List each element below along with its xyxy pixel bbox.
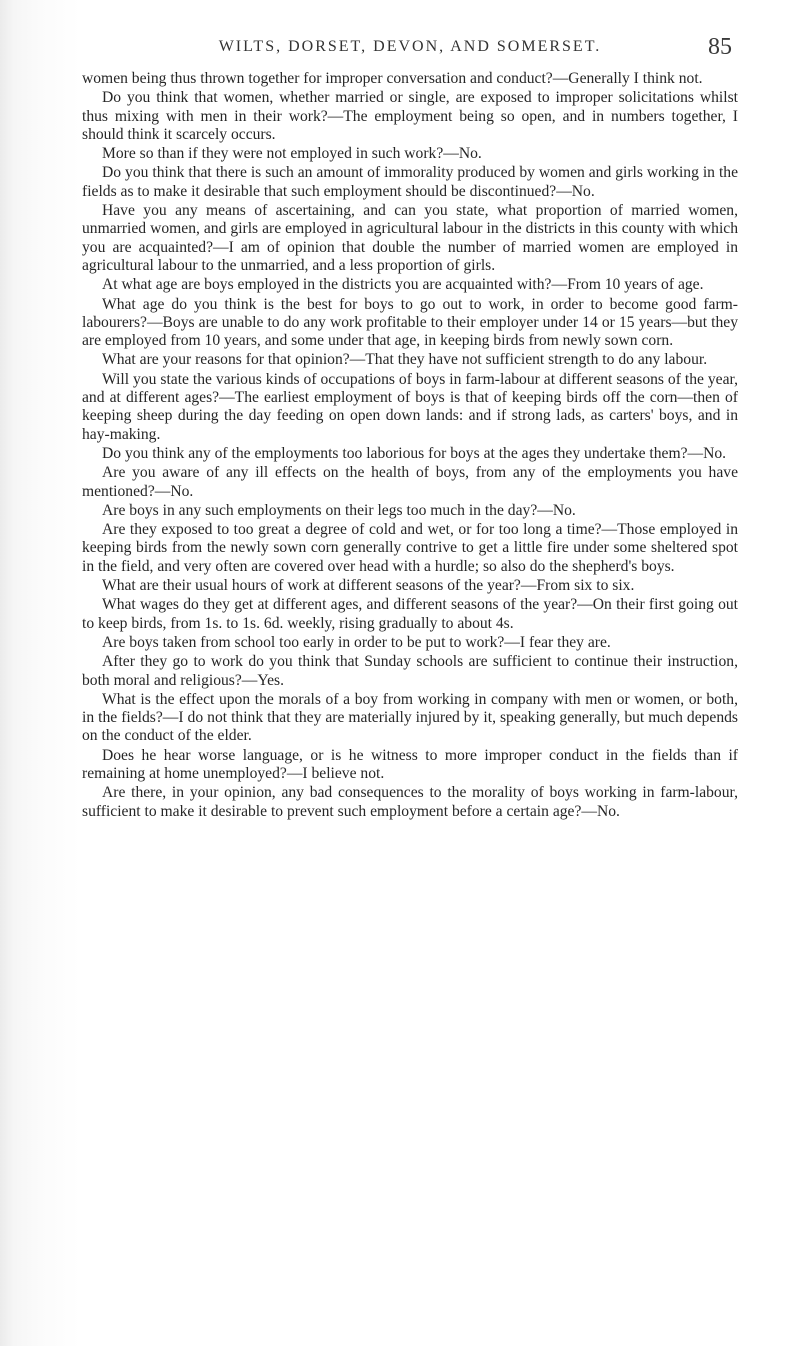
paragraph: Do you think any of the employments too laborious for boys at the ages they undertake them?—No. <box>102 444 727 462</box>
running-head-title: WILTS, DORSET, DEVON, AND SOMERSET. <box>218 38 602 55</box>
paragraph: Do you think that women, whether married or single, are exposed to improper solicitations whilst thus mixing with men in their work?—The employment being so open, and in numbers together, I should think it scarcely occurs. <box>82 89 738 143</box>
paragraph: What is the effect upon the morals of a boy from working in company with men or women, or both, in the fields?—I do not think that they are materially injured by it, speaking generally, but much depends on the conduct of the elder. <box>82 690 738 745</box>
paragraph: After they go to work do you think that Sunday schools are sufficient to continue their instruction, both moral and religious?—Yes. <box>82 653 738 689</box>
paragraph: At what age are boys employed in the districts you are acquainted with?—From 10 years of age. <box>102 276 704 294</box>
paragraph: Have you any means of ascertaining, and can you state, what proportion of married women, unmarried women, and girls are employed in agricultural labour in the districts in this county with which you are acquainted?—I am of opinion that double the number of married women are employed in agricultural labour to the unmarried, and a less proportion of girls. <box>82 202 738 274</box>
paragraph: What age do you think is the best for boys to go out to work, in order to become good farm-labourers?—Boys are unable to do any work profitable to their employer under 14 or 15 years—but they are employed from 10 years, and some under that age, in keeping birds from newly sown corn. <box>82 295 738 350</box>
paragraph: Are boys in any such employments on their legs too much in the day?—No. <box>102 501 576 519</box>
paragraph: What are your reasons for that opinion?—That they have not sufficient strength to do any labour. <box>102 351 708 369</box>
running-head <box>82 34 738 66</box>
paragraph: Are boys taken from school too early in order to be put to work?—I fear they are. <box>102 633 611 651</box>
body-text <box>82 70 738 821</box>
paragraph: Will you state the various kinds of occupations of boys in farm-labour at different seasons of the year, and at different ages?—The earliest employment of boys is that of keeping birds off the corn—then of keeping sheep during the day feeding on open down lands: and if strong lads, as carters' boys, and in hay-making. <box>82 370 738 443</box>
paragraph: More so than if they were not employed in such work?—No. <box>102 145 482 163</box>
paragraph: Are they exposed to too great a degree of cold and wet, or for too long a time?—Those employed in keeping birds from the newly sown corn generally contrive to get a little fire under some sheltered spot in the field, and very often are covered over head with a hurdle; so also do the shepherd's boys. <box>82 521 738 575</box>
paragraph: What are their usual hours of work at different seasons of the year?—From six to six. <box>102 577 635 595</box>
paragraph: Does he hear worse language, or is he witness to more improper conduct in the fields than if remaining at home unemployed?—I believe not. <box>82 746 738 782</box>
paragraph: Are you aware of any ill effects on the health of boys, from any of the employments you have mentioned?—No. <box>82 464 738 500</box>
paragraph: Do you think that there is such an amount of immorality produced by women and girls working in the fields as to make it desirable that such employment should be discontinued?—No. <box>82 164 738 200</box>
paragraph: women being thus thrown together for improper conversation and conduct?—Generally I think not. <box>82 70 703 87</box>
paragraph: What wages do they get at different ages, and different seasons of the year?—On their first going out to keep birds, from 1s. to 1s. 6d. weekly, rising gradually to about 4s. <box>82 596 738 632</box>
page-number: 85 <box>708 34 732 60</box>
paragraph: Are there, in your opinion, any bad consequences to the morality of boys working in farm-labour, sufficient to make it desirable to prevent such employment before a certain age?—No. <box>82 784 738 820</box>
